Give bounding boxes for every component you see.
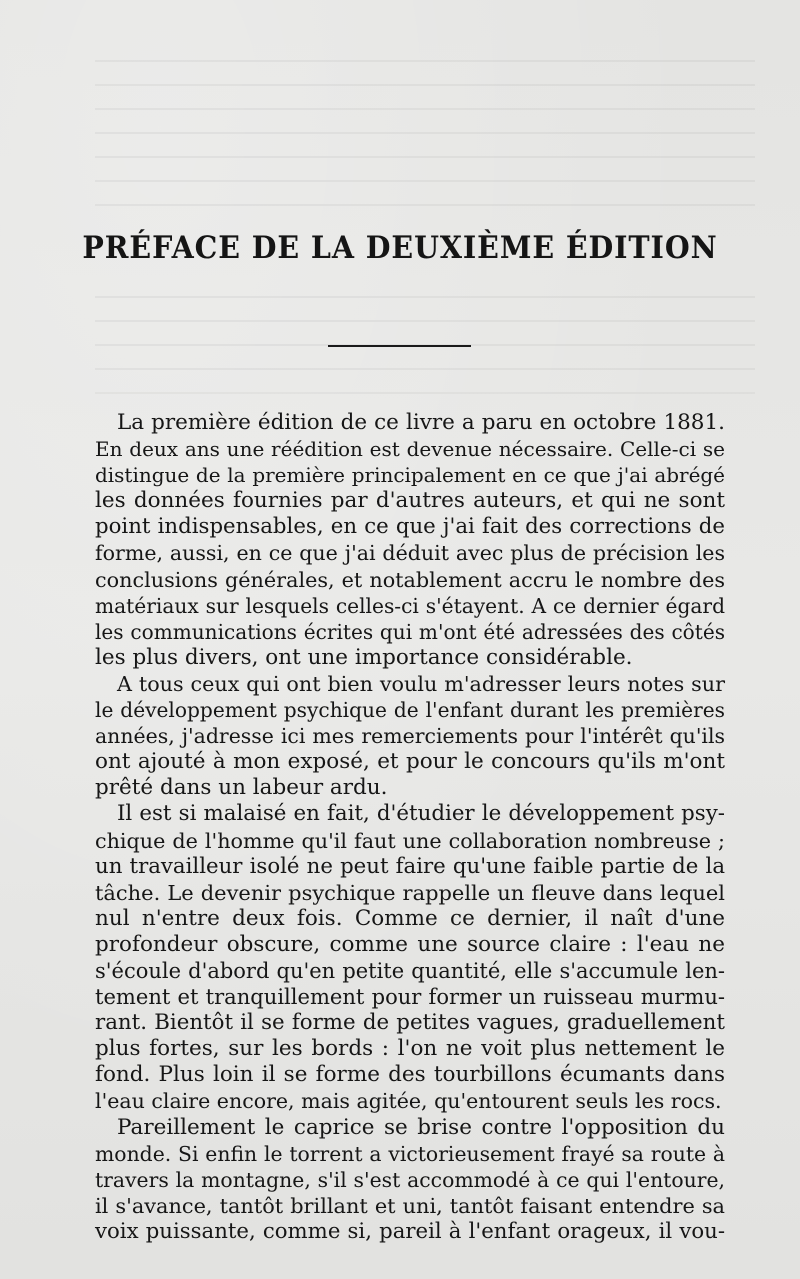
text-line: En deux ans une réédition est devenue nécessaire. Celle-ci se: [95, 437, 725, 462]
text-line: chique de l'homme qu'il faut une collaboration nombreuse ;: [95, 828, 725, 853]
text-line: ont ajouté à mon exposé, et pour le concours qu'ils m'ont: [95, 749, 725, 775]
text-line: point indispensables, en ce que j'ai fait des corrections de: [95, 514, 725, 540]
text-line: matériaux sur lesquels celles-ci s'étayent. A ce dernier égard: [95, 593, 725, 618]
text-line: rant. Bientôt il se forme de petites vagues, graduellement: [95, 1010, 725, 1036]
text-line: monde. Si enfin le torrent a victorieusement frayé sa route à: [95, 1141, 725, 1166]
text-line: tement et tranquillement pour former un ruisseau murmu-: [95, 984, 725, 1010]
text-line: La première édition de ce livre a paru en octobre 1881.: [117, 410, 725, 435]
text-line: le développement psychique de l'enfant durant les premières: [95, 698, 725, 723]
text-line: il s'avance, tantôt brillant et uni, tantôt faisant entendre sa: [95, 1193, 725, 1218]
text-line: conclusions générales, et notablement accru le nombre des: [95, 567, 725, 592]
text-line: plus fortes, sur les bords : l'on ne voit plus nettement le: [95, 1036, 725, 1062]
text-line: fond. Plus loin il se forme des tourbillons écumants dans: [95, 1062, 725, 1088]
text-line: les communications écrites qui m'ont été adressées des côtés: [95, 619, 725, 644]
text-line: un travailleur isolé ne peut faire qu'une faible partie de la: [95, 853, 725, 879]
text-line: prêté dans un labeur ardu.: [95, 775, 388, 801]
text-line: forme, aussi, en ce que j'ai déduit avec plus de précision les: [95, 541, 725, 566]
title-divider: [328, 345, 471, 347]
page-title: PRÉFACE DE LA DEUXIÈME ÉDITION: [82, 230, 718, 266]
text-line: les plus divers, ont une importance considérable.: [95, 644, 633, 670]
text-line: profondeur obscure, comme une source claire : l'eau ne: [95, 931, 725, 957]
text-line: distingue de la première principalement en ce que j'ai abrégé: [95, 463, 725, 488]
text-line: les données fournies par d'autres auteurs, et qui ne sont: [95, 488, 725, 514]
text-line: nul n'entre deux fois. Comme ce dernier, il naît d'une: [95, 905, 725, 931]
text-line: Il est si malaisé en fait, d'étudier le développement psy-: [117, 801, 725, 827]
text-line: l'eau claire encore, mais agitée, qu'entourent seuls les rocs.: [95, 1089, 722, 1114]
text-line: voix puissante, comme si, pareil à l'enfant orageux, il vou-: [95, 1218, 725, 1244]
text-line: travers la montagne, s'il s'est accommodé à ce qui l'entoure,: [95, 1167, 725, 1192]
text-line: années, j'adresse ici mes remerciements pour l'intérêt qu'ils: [95, 724, 725, 749]
preface-text: [95, 410, 725, 1245]
text-line: s'écoule d'abord qu'en petite quantité, elle s'accumule len-: [95, 958, 725, 983]
text-line: Pareillement le caprice se brise contre l'opposition du: [117, 1114, 725, 1140]
text-line: A tous ceux qui ont bien voulu m'adresser leurs notes sur: [117, 671, 725, 696]
text-line: tâche. Le devenir psychique rappelle un fleuve dans lequel: [95, 880, 725, 905]
